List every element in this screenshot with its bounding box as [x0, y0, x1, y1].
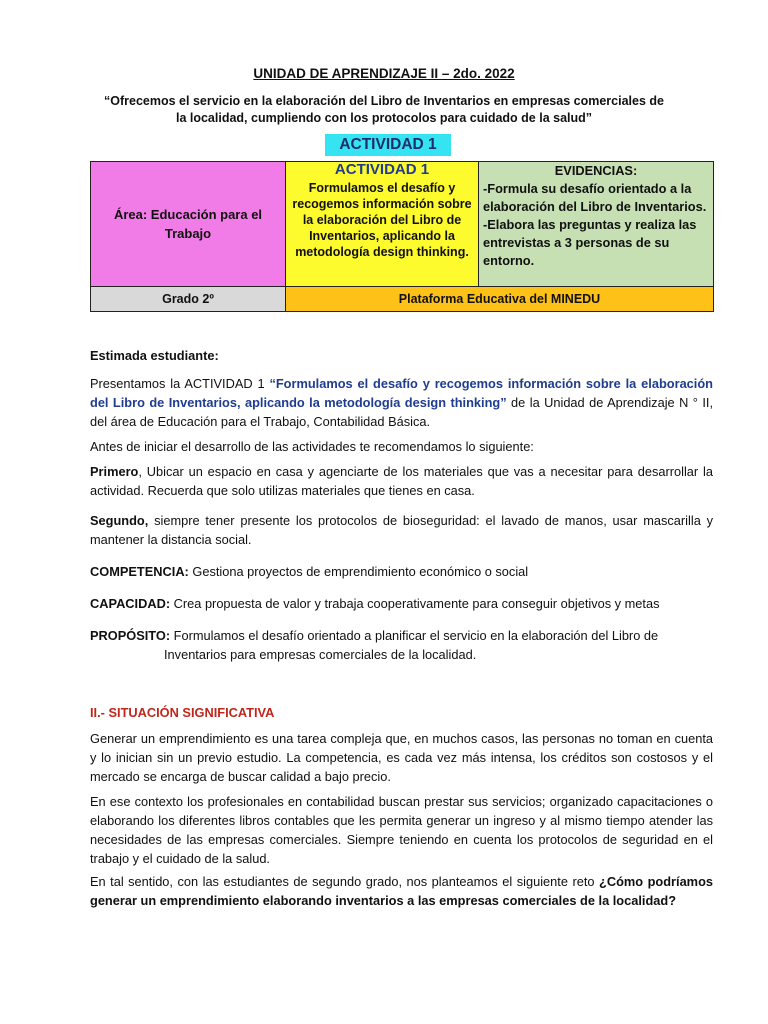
- intro-prefix: Presentamos la ACTIVIDAD 1: [90, 376, 270, 391]
- recommendation-paragraph: Antes de iniciar el desarrollo de las actividades te recomendamos lo siguiente:: [90, 439, 534, 454]
- capacidad-paragraph: [90, 594, 713, 613]
- greeting-text: Estimada estudiante:: [90, 348, 219, 363]
- second-label: Segundo,: [90, 513, 149, 528]
- first-text: , Ubicar un espacio en casa y agenciarte de los materiales que vas a necesitar para desarrollar la actividad. Recuerda que solo utilizas materiales que tienes en casa.: [90, 464, 713, 498]
- evidence-heading: EVIDENCIAS:: [554, 163, 638, 178]
- activity-cell-title: ACTIVIDAD 1: [334, 161, 430, 178]
- intro-suffix: de la Unidad de Aprendizaje N ° II, del área de Educación para el Trabajo, Contabilidad Básica.: [90, 395, 713, 429]
- greeting: [90, 346, 713, 365]
- intro-paragraph: [90, 374, 713, 431]
- proposito-paragraph: [90, 626, 713, 664]
- section-heading-text: II.- SITUACIÓN SIGNIFICATIVA: [90, 705, 275, 720]
- section-heading: [90, 703, 713, 722]
- platform-cell: Plataforma Educativa del MINEDU: [286, 287, 714, 312]
- second-paragraph: [90, 511, 713, 549]
- area-cell: Área: Educación para el Trabajo: [91, 162, 286, 287]
- table-row: [91, 287, 714, 312]
- activity-info-table: [90, 161, 714, 312]
- document-title: UNIDAD DE APRENDIZAJE II – 2do. 2022: [253, 66, 515, 81]
- evidence-item: -Elabora las preguntas y realiza las entrevistas a 3 personas de su entorno.: [483, 217, 697, 268]
- grade-cell: Grado 2º: [91, 287, 286, 312]
- proposito-text-continued: Inventarios para empresas comerciales de la localidad.: [164, 647, 477, 662]
- intro-quote: “Formulamos el desafío y recogemos información sobre la elaboración del Libro de Inventarios, aplicando la metodología design thinking”: [90, 376, 713, 410]
- competencia-text: Gestiona proyectos de emprendimiento económico o social: [188, 564, 529, 579]
- challenge-question: ¿Cómo podríamos generar un emprendimiento elaborando inventarios a las empresas comerciales de la localidad?: [90, 874, 713, 908]
- activity-cell: [286, 162, 479, 287]
- capacidad-text: Crea propuesta de valor y trabaja cooperativamente para conseguir objetivos y metas: [170, 596, 660, 611]
- first-paragraph: [90, 462, 713, 500]
- activity-heading: ACTIVIDAD 1: [325, 134, 451, 156]
- table-row: [91, 162, 714, 287]
- evidence-cell: [479, 162, 714, 287]
- challenge-intro: En tal sentido, con las estudiantes de segundo grado, nos planteamos el siguiente reto: [90, 874, 600, 889]
- document-subtitle: “Ofrecemos el servicio en la elaboración del Libro de Inventarios en empresas comerciales de la localidad, cumpliendo con los protocolos para cuidado de la salud”: [104, 94, 664, 125]
- competencia-paragraph: [90, 562, 713, 581]
- situation-paragraph-2: En ese contexto los profesionales en contabilidad buscan prestar sus servicios; organizado capacitaciones o elaborando los diferentes libros contables que les permita generar un ingreso y al mismo tiempo atender las necesidades de las empresas comerciales. Siempre teniendo en cuenta los protocolos de seguridad en el trabajo y el cuidado de la salud.: [90, 794, 713, 866]
- capacidad-label: CAPACIDAD:: [90, 596, 171, 611]
- situation-paragraph-1: Generar un emprendimiento es una tarea compleja que, en muchos casos, las personas no toman en cuenta y lo inician sin un previo estudio. La competencia, es cada vez más intensa, los créditos son costosos y el mercado se encarga de buscar calidad a bajo precio.: [90, 731, 713, 784]
- first-label: Primero: [90, 464, 139, 479]
- second-text: siempre tener presente los protocolos de bioseguridad: el lavado de manos, usar mascarilla y mantener la distancia social.: [90, 513, 713, 547]
- activity-cell-description: Formulamos el desafío y recogemos información sobre la elaboración del Libro de Inventarios, aplicando la metodología design thinking.: [292, 181, 472, 259]
- challenge-paragraph: [90, 872, 713, 910]
- proposito-label: PROPÓSITO:: [90, 628, 171, 643]
- competencia-label: COMPETENCIA:: [90, 564, 189, 579]
- evidence-item: -Formula su desafío orientado a la elaboración del Libro de Inventarios.: [483, 181, 707, 214]
- proposito-text: Formulamos el desafío orientado a planificar el servicio en la elaboración del Libro de: [170, 628, 659, 643]
